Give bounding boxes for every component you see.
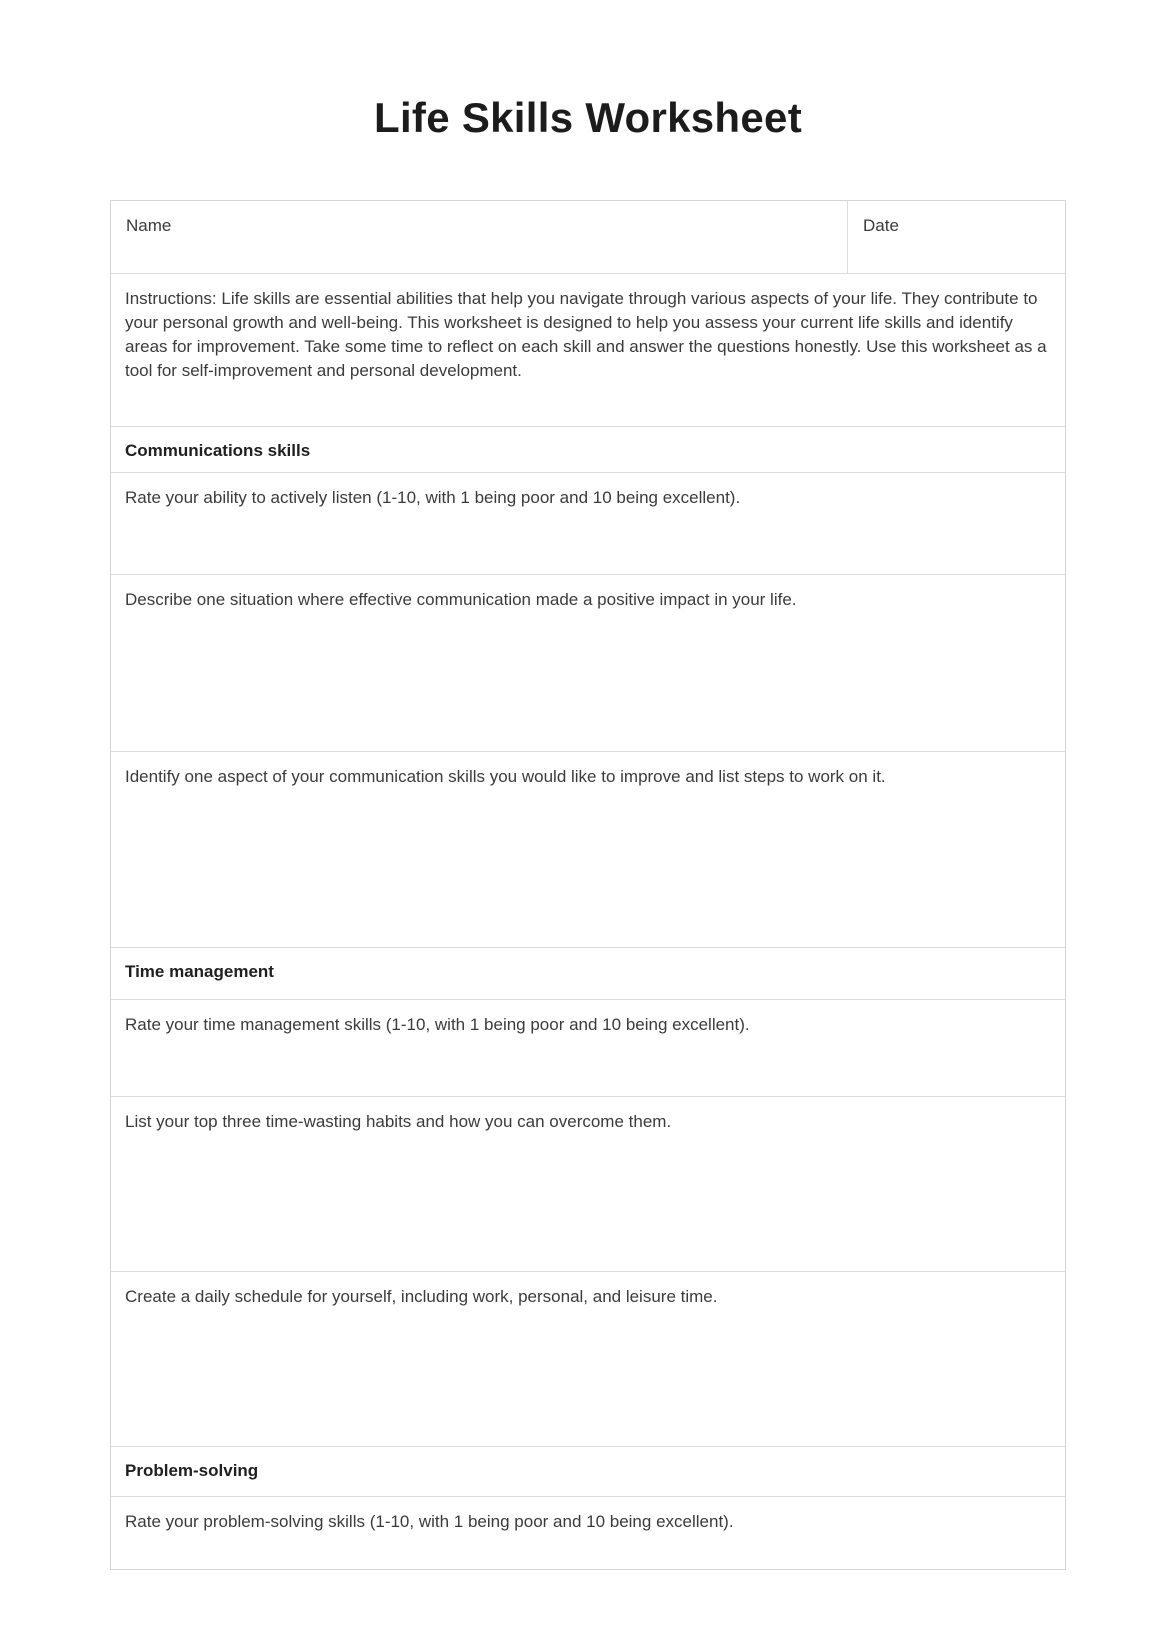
question-text: List your top three time-wasting habits and how you can overcome them. xyxy=(125,1112,672,1131)
name-date-row xyxy=(111,201,1065,273)
instructions-text: Instructions: Life skills are essential abilities that help you navigate through various aspects of your life. They contribute to your personal growth and well-being. This worksheet is designed to help you assess your current life skills and identify areas for improvement. Take some time to reflect on each skill and answer the questions honestly. Use this worksheet as a tool for self-improvement and personal development. xyxy=(125,289,1047,380)
section-header-label: Time management xyxy=(125,962,274,981)
question-text: Rate your problem-solving skills (1-10, with 1 being poor and 10 being excellent). xyxy=(125,1512,734,1531)
section-header-label: Problem-solving xyxy=(125,1461,259,1480)
worksheet-table xyxy=(110,200,1066,1570)
name-label: Name xyxy=(126,216,172,235)
question-row-problem-solving-rating[interactable] xyxy=(111,1496,1065,1569)
question-row-communication-situation[interactable] xyxy=(111,574,1065,751)
section-header-label: Communications skills xyxy=(125,441,311,460)
page-title: Life Skills Worksheet xyxy=(373,94,802,141)
question-row-time-management-rating[interactable] xyxy=(111,999,1065,1096)
question-text: Identify one aspect of your communication skills you would like to improve and list steps to work on it. xyxy=(125,767,886,786)
question-row-communication-improvement[interactable] xyxy=(111,751,1065,947)
question-text: Rate your ability to actively listen (1-10, with 1 being poor and 10 being excellent). xyxy=(125,488,741,507)
question-row-daily-schedule[interactable] xyxy=(111,1271,1065,1446)
question-text: Describe one situation where effective communication made a positive impact in your life. xyxy=(125,590,797,609)
instructions-row xyxy=(111,273,1065,426)
question-text: Create a daily schedule for yourself, including work, personal, and leisure time. xyxy=(125,1287,718,1306)
name-field[interactable] xyxy=(111,201,848,273)
date-label: Date xyxy=(863,216,899,235)
question-row-listening-rating[interactable] xyxy=(111,472,1065,574)
date-field[interactable] xyxy=(848,201,1065,273)
section-header-problem-solving xyxy=(111,1446,1065,1496)
section-header-time-management xyxy=(111,947,1065,999)
question-row-time-wasting-habits[interactable] xyxy=(111,1096,1065,1271)
section-header-communications-skills xyxy=(111,426,1065,472)
question-text: Rate your time management skills (1-10, with 1 being poor and 10 being excellent). xyxy=(125,1015,750,1034)
